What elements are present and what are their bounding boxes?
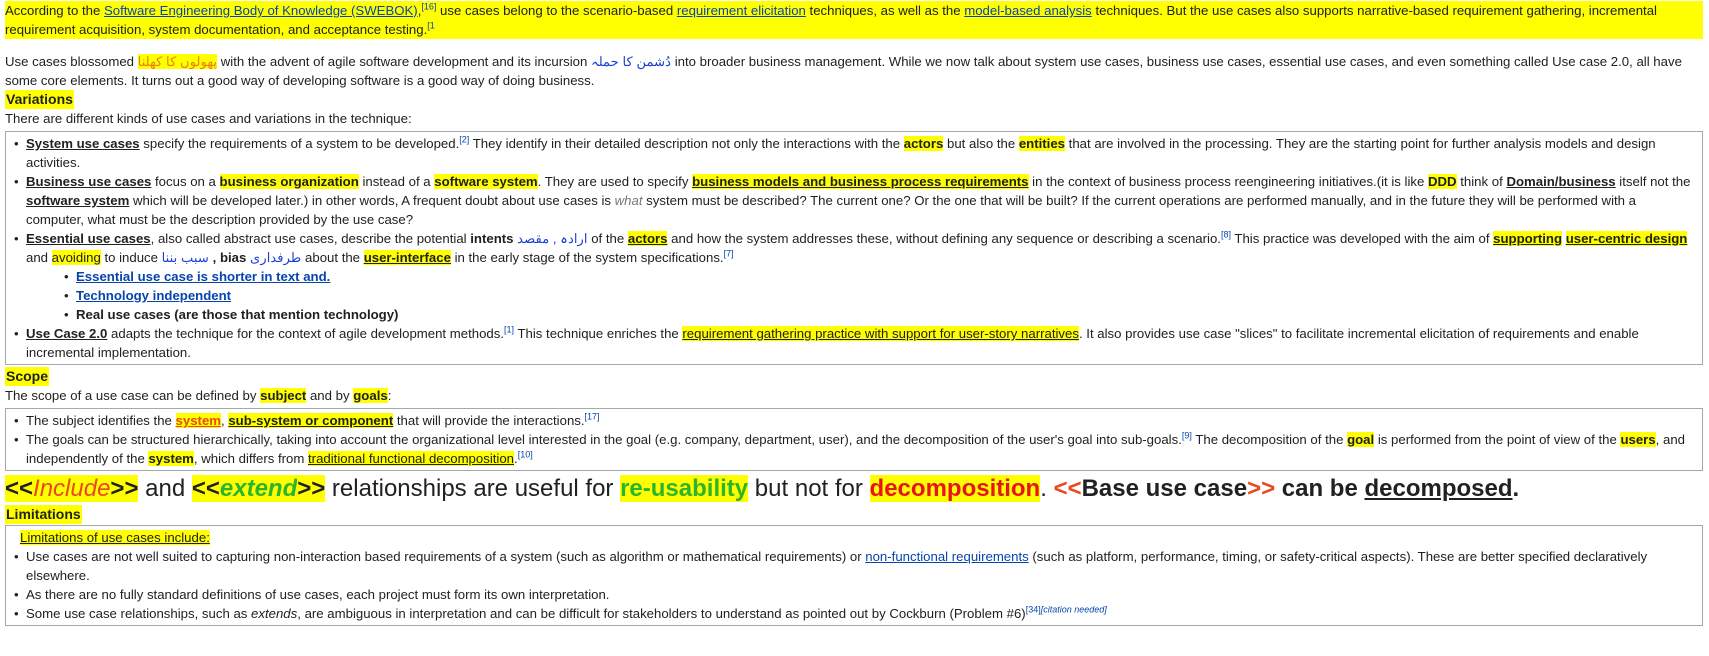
term-avoiding: avoiding	[51, 250, 101, 265]
variations-heading: Variations	[6, 91, 73, 107]
term-goals: goals	[353, 388, 388, 403]
term-user-interface: user-interface	[363, 250, 451, 265]
term-requirement-gathering: requirement gathering practice with support for user-story narratives	[682, 326, 1079, 341]
requirement-elicitation-link[interactable]: requirement elicitation	[676, 3, 806, 18]
limitations-heading: Limitations	[6, 506, 81, 522]
term-system-use-cases: System use cases	[26, 136, 140, 151]
citation-34[interactable]: [34]	[1025, 604, 1041, 615]
term-business-models: business models and business process requirements	[692, 174, 1029, 189]
urdu-intents-gloss: ارادہ , مقصد	[513, 231, 588, 246]
citation-1[interactable]: [1	[427, 20, 435, 31]
sublist-item	[76, 267, 1696, 286]
citation-17[interactable]: [17]	[584, 411, 600, 422]
term-decomposed: decomposed	[1364, 475, 1513, 502]
urdu-bias-gloss: طرفداری	[250, 250, 302, 265]
citation-needed-tag[interactable]: [citation needed]	[1040, 604, 1107, 615]
term-intents: intents	[470, 231, 514, 246]
term-re-usability: re-usability	[620, 475, 749, 502]
term-software-system-2: software system	[26, 193, 130, 208]
term-users: users	[1620, 432, 1656, 447]
term-extend: extend	[219, 475, 298, 502]
list-item-limitation: • Use cases are not well suited to capturing non-interaction based requirements of a system (such as algorithm or mathematical requirements) or non-functional requirements (such as platform, performance, timing, or safety-critical aspects). These are better specified declaratively elsewhere.	[26, 547, 1696, 585]
citation-10[interactable]: [10]	[517, 449, 533, 460]
variations-list	[12, 134, 1696, 362]
term-include: Include	[33, 475, 111, 502]
relationships-banner: <<Include>> and <<extend>> relationships are useful for re-usability but not for decomposition. <<Base use case>> can be decomposed.	[5, 475, 1520, 502]
citation-1b[interactable]: [1]	[504, 324, 515, 335]
term-ddd: DDD	[1428, 174, 1457, 189]
swebok-link[interactable]: Software Engineering Body of Knowledge (SWEBOK)	[103, 3, 418, 18]
term-base-use-case: Base use case	[1081, 475, 1248, 502]
real-use-cases-text: Real use cases (are those that mention technology)	[76, 307, 399, 322]
term-subject: subject	[260, 388, 307, 403]
term-actors-2: actors	[627, 231, 668, 246]
sublist-item	[76, 305, 1696, 324]
term-subsystem: sub-system or component	[228, 413, 394, 428]
term-system: system	[175, 413, 222, 428]
scope-intro: The scope of a use case can be defined by subject and by goals:	[5, 388, 392, 403]
term-use-case-2: Use Case 2.0	[26, 326, 108, 341]
citation-8[interactable]: [8]	[1220, 229, 1231, 240]
list-item-goals: • The goals can be structured hierarchically, taking into account the organizational level interested in the goal (e.g. company, department, user), and the decomposition of the user's goal into sub-goals.[9] The decomposition of the goal is performed from the point of view of the users, and independently of the system, which differs from traditional functional decomposition.[10]	[26, 430, 1696, 468]
term-domain-business: Domain/business	[1506, 174, 1616, 189]
limitations-label: Limitations of use cases include:	[20, 530, 210, 545]
list-item-system-use-cases: • System use cases specify the requirements of a system to be developed.[2] They identify in their detailed description not only the interactions with the actors but also the entities that are involved in the processing. They are the starting point for further analysis models and design activities.	[26, 134, 1696, 172]
term-actors: actors	[903, 136, 944, 151]
intro-paragraph-2: Use cases blossomed پھولوں کا کھلنا with the advent of agile software development and its incursion دُشمن کا حملہ into broader business management. While we now talk about system use cases, business use cases, essential use cases, and even something called Use case 2.0, all have some core elements. It turns out a good way of developing software is a good way of doing business.	[5, 54, 1682, 88]
list-item-limitation: • As there are no fully standard definitions of use cases, each project must form its own interpretation.	[26, 585, 1696, 604]
limitations-box	[5, 525, 1703, 626]
intro-paragraph-1: According to the Software Engineering Body of Knowledge (SWEBOK),[16] use cases belong to the scenario-based requirement elicitation techniques, as well as the model-based analysis techniques. But the use cases also supports narrative-based requirement gathering, incremental requirement acquisition, system documentation, and acceptance testing.$^{[1}$	[5, 1, 1703, 39]
term-user-centric-design: user-centric design	[1565, 231, 1688, 246]
term-decomposition: decomposition	[869, 475, 1041, 502]
list-item-use-case-2: • Use Case 2.0 adapts the technique for the context of agile development methods.[1] This technique enriches the requirement gathering practice with support for user-story narratives. It also provides use case "slices" to facilitate incremental elicitation of requirements and enable incremental implementation.	[26, 324, 1696, 362]
term-system-2: system	[148, 451, 194, 466]
sublist-item	[76, 286, 1696, 305]
emphasis-what: what	[614, 193, 643, 208]
term-traditional-decomposition: traditional functional decomposition	[308, 451, 515, 466]
citation-9[interactable]: [9]	[1181, 430, 1192, 441]
citation-7[interactable]: [7]	[723, 248, 734, 259]
variations-box	[5, 131, 1703, 365]
model-based-analysis-link[interactable]: model-based analysis	[964, 3, 1092, 18]
term-entities: entities	[1018, 136, 1066, 151]
list-item-subject: • The subject identifies the system, sub-system or component that will provide the interactions.[17]	[26, 411, 1696, 430]
term-business-use-cases: Business use cases	[26, 174, 152, 189]
urdu-induce-gloss: سبب بننا	[161, 250, 209, 265]
term-essential-use-cases: Essential use cases	[26, 231, 151, 246]
urdu-blossom-gloss: پھولوں کا کھلنا	[137, 54, 218, 69]
scope-heading: Scope	[6, 368, 49, 384]
urdu-incursion-gloss: دُشمن کا حملہ	[590, 54, 672, 69]
term-goal: goal	[1347, 432, 1375, 447]
variations-intro: There are different kinds of use cases and variations in the technique:	[5, 111, 412, 126]
list-item-essential-use-cases: • Essential use cases, also called abstract use cases, describe the potential intents ارادہ , مقصد of the actors and how the system addresses these, without defining any sequence or describing a scenario.[8] This practice was developed with the aim of supporting user-centric design and avoiding to induce سبب بننا , bias طرفداری about the user-interface in the early stage of the system specifications.[7] • Essential use case is shorter in text and. • Technology independent • Real use cases (are those that mention technology)	[26, 229, 1696, 324]
technology-independent-link[interactable]: Technology independent	[76, 288, 232, 303]
citation-2[interactable]: [2]	[459, 134, 470, 145]
scope-list	[12, 411, 1696, 468]
emphasis-extends: extends	[251, 606, 298, 621]
term-business-organization: business organization	[219, 174, 359, 189]
term-supporting: supporting	[1493, 231, 1563, 246]
scope-box	[5, 408, 1703, 471]
term-software-system: software system	[434, 174, 538, 189]
citation-16[interactable]: [16]	[421, 1, 437, 12]
limitations-list	[12, 547, 1696, 623]
list-item-limitation: • Some use case relationships, such as extends, are ambiguous in interpretation and can be difficult for stakeholders to understand as pointed out by Cockburn (Problem #6)[34][citation needed]	[26, 604, 1696, 623]
non-functional-requirements-link[interactable]: non-functional requirements	[865, 549, 1029, 564]
essential-sublist	[26, 267, 1696, 324]
essential-shorter-link[interactable]: Essential use case is shorter in text and.	[76, 269, 331, 284]
list-item-business-use-cases: • Business use cases focus on a business organization instead of a software system. They are used to specify business models and business process requirements in the context of business process reengineering initiatives.(it is like DDD think of Domain/business itself not the software system which will be developed later.) in other words, A frequent doubt about use cases is what system must be described? The current one? Or the one that will be built? If the current operations are performed manually, and in the future they will be performed with a computer, what must be the description provided by the use case?	[26, 172, 1696, 229]
